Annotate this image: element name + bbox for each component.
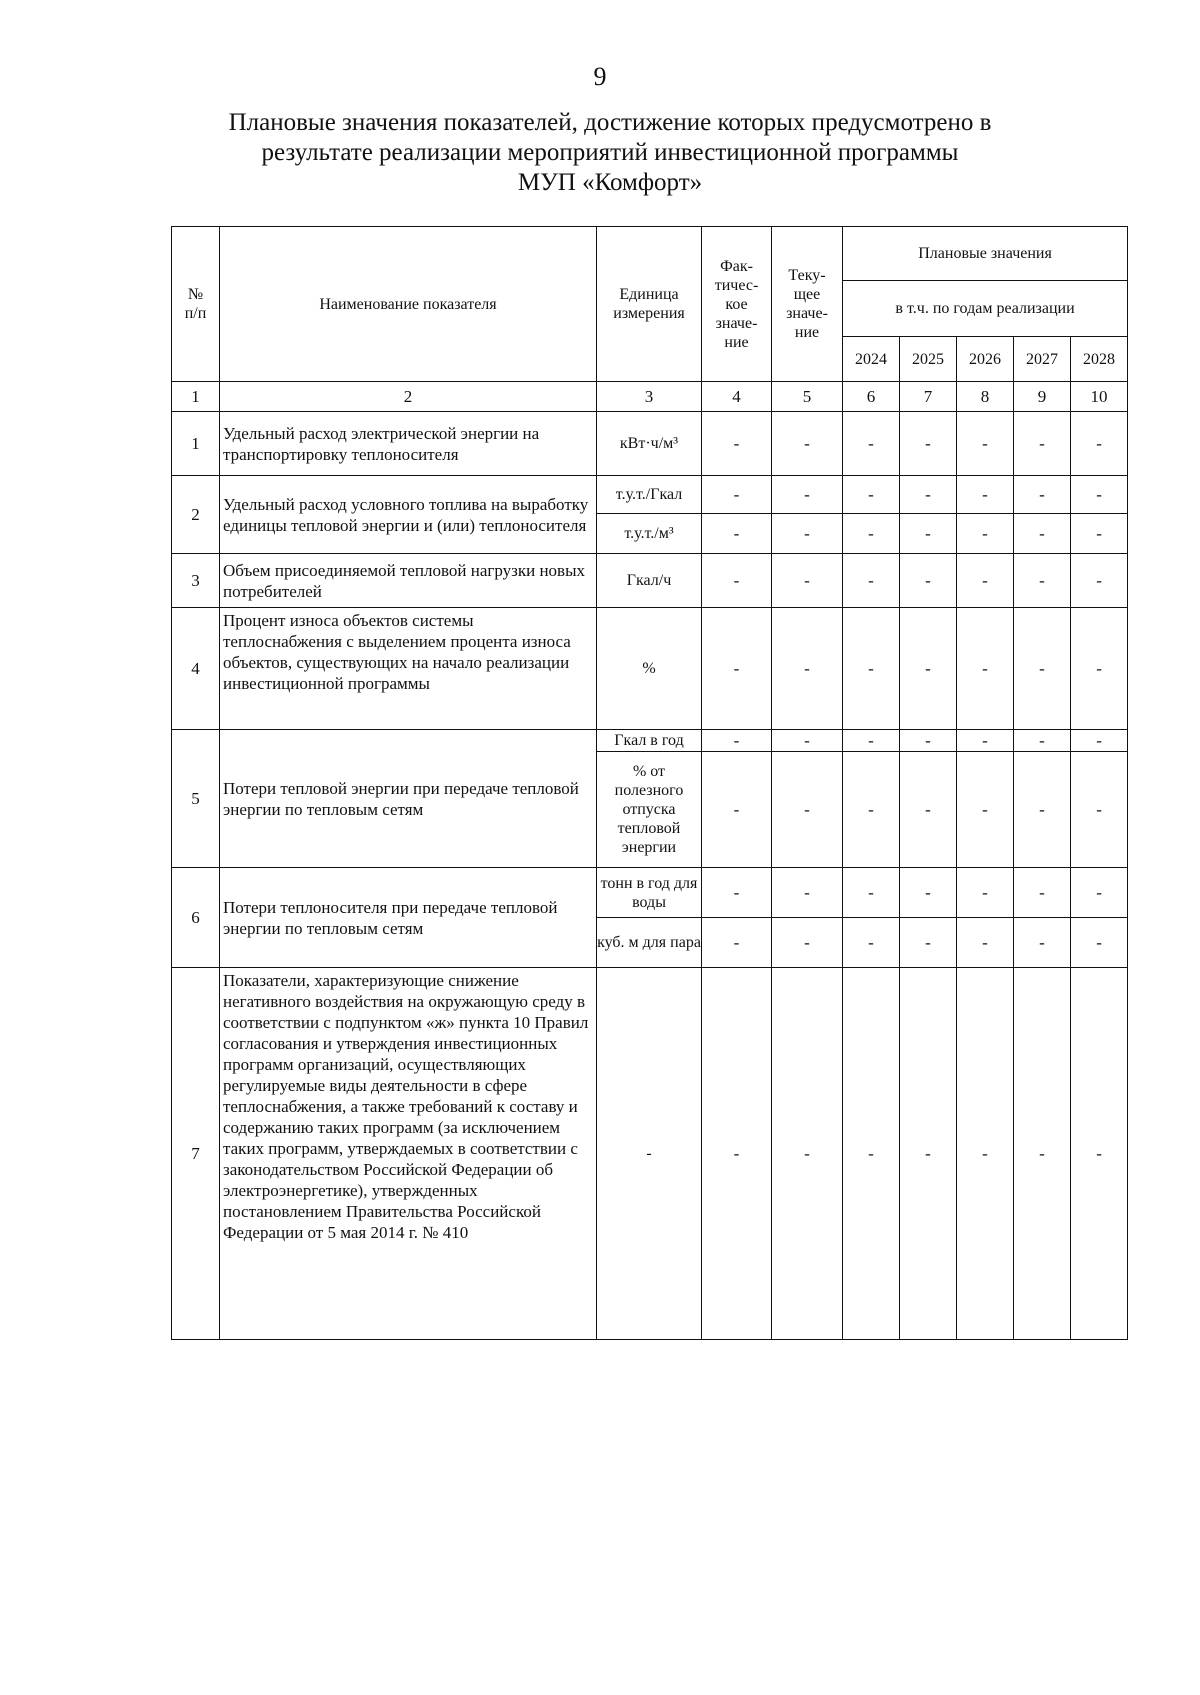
row-number: 3 xyxy=(172,554,220,608)
header-current-value: Теку- щее значе- ние xyxy=(772,227,843,382)
value-cell: - xyxy=(772,608,843,730)
value-cell: - xyxy=(900,918,957,968)
indicator-name: Потери теплоносителя при передаче тепловой энергии по тепловым сетям xyxy=(220,868,597,968)
column-number: 5 xyxy=(772,382,843,412)
value-cell: - xyxy=(1014,476,1071,514)
header-year: 2025 xyxy=(900,337,957,382)
value-cell: - xyxy=(900,868,957,918)
value-cell: - xyxy=(702,476,772,514)
table-row xyxy=(172,412,1128,476)
row-number: 2 xyxy=(172,476,220,554)
column-number: 10 xyxy=(1071,382,1128,412)
header-year: 2028 xyxy=(1071,337,1128,382)
value-cell: - xyxy=(1071,730,1128,752)
value-cell: - xyxy=(1071,608,1128,730)
indicator-name: Потери тепловой энергии при передаче тепловой энергии по тепловым сетям xyxy=(220,730,597,868)
table-row xyxy=(172,554,1128,608)
header-year: 2027 xyxy=(1014,337,1071,382)
value-cell: - xyxy=(702,554,772,608)
value-cell: - xyxy=(900,608,957,730)
value-cell: - xyxy=(702,514,772,554)
value-cell: - xyxy=(1071,918,1128,968)
value-cell: - xyxy=(900,514,957,554)
value-cell: - xyxy=(772,918,843,968)
column-number: 4 xyxy=(702,382,772,412)
column-number: 1 xyxy=(172,382,220,412)
document-title xyxy=(150,108,1070,198)
value-cell: - xyxy=(900,476,957,514)
value-cell: - xyxy=(772,752,843,868)
value-cell: - xyxy=(772,412,843,476)
row-number: 5 xyxy=(172,730,220,868)
unit-cell: тонн в год для воды xyxy=(597,868,702,918)
header-year: 2026 xyxy=(957,337,1014,382)
value-cell: - xyxy=(957,476,1014,514)
indicator-name: Процент износа объектов системы теплоснабжения с выделением процента износа объектов, существующих на начало реализации инвестиционной программы xyxy=(220,608,597,730)
row-number: 1 xyxy=(172,412,220,476)
value-cell: - xyxy=(843,476,900,514)
indicators-table xyxy=(171,226,1128,1340)
indicator-name: Показатели, характеризующие снижение негативного воздействия на окружающую среду в соответствии с подпунктом «ж» пункта 10 Правил согласования и утверждения инвестиционных программ организаций, осуществляющих регулируемые виды деятельности в сфере теплоснабжения, а также требований к составу и содержанию таких программ (за исключением таких программ, утверждаемых в соответствии с законодательством Российской Федерации об электроэнергетике), утвержденных постановлением Правительства Российской Федерации от 5 мая 2014 г. № 410 xyxy=(220,968,597,1340)
value-cell: - xyxy=(900,554,957,608)
unit-cell: т.у.т./м³ xyxy=(597,514,702,554)
indicator-name: Удельный расход электрической энергии на транспортировку теплоносителя xyxy=(220,412,597,476)
indicator-name: Объем присоединяемой тепловой нагрузки новых потребителей xyxy=(220,554,597,608)
value-cell: - xyxy=(957,968,1014,1340)
value-cell: - xyxy=(900,968,957,1340)
value-cell: - xyxy=(772,514,843,554)
value-cell: - xyxy=(1071,514,1128,554)
header-actual-value: Фак- тичес- кое значе- ние xyxy=(702,227,772,382)
value-cell: - xyxy=(957,554,1014,608)
value-cell: - xyxy=(843,918,900,968)
title-line-1: Плановые значения показателей, достижение которых предусмотрено в xyxy=(228,109,992,136)
unit-cell: - xyxy=(597,968,702,1340)
value-cell: - xyxy=(702,412,772,476)
value-cell: - xyxy=(1071,412,1128,476)
value-cell: - xyxy=(702,968,772,1340)
unit-cell: % от полезного отпуска тепловой энергии xyxy=(597,752,702,868)
value-cell: - xyxy=(1071,868,1128,918)
value-cell: - xyxy=(1014,918,1071,968)
header-num: № п/п xyxy=(172,227,220,382)
row-number: 7 xyxy=(172,968,220,1340)
value-cell: - xyxy=(702,868,772,918)
value-cell: - xyxy=(772,968,843,1340)
value-cell: - xyxy=(957,868,1014,918)
value-cell: - xyxy=(957,514,1014,554)
unit-cell: % xyxy=(597,608,702,730)
value-cell: - xyxy=(957,918,1014,968)
value-cell: - xyxy=(1014,752,1071,868)
value-cell: - xyxy=(843,514,900,554)
table-row xyxy=(172,730,1128,752)
value-cell: - xyxy=(702,730,772,752)
column-number: 7 xyxy=(900,382,957,412)
value-cell: - xyxy=(957,608,1014,730)
value-cell: - xyxy=(1014,868,1071,918)
value-cell: - xyxy=(957,752,1014,868)
value-cell: - xyxy=(843,554,900,608)
value-cell: - xyxy=(900,412,957,476)
column-number: 8 xyxy=(957,382,1014,412)
value-cell: - xyxy=(1071,554,1128,608)
row-number: 4 xyxy=(172,608,220,730)
value-cell: - xyxy=(843,608,900,730)
value-cell: - xyxy=(843,752,900,868)
unit-cell: куб. м для пара xyxy=(597,918,702,968)
row-number: 6 xyxy=(172,868,220,968)
value-cell: - xyxy=(772,554,843,608)
value-cell: - xyxy=(843,730,900,752)
column-number: 6 xyxy=(843,382,900,412)
unit-cell: кВт·ч/м³ xyxy=(597,412,702,476)
value-cell: - xyxy=(772,730,843,752)
table-row xyxy=(172,968,1128,1340)
unit-cell: Гкал/ч xyxy=(597,554,702,608)
value-cell: - xyxy=(843,968,900,1340)
column-number: 3 xyxy=(597,382,702,412)
value-cell: - xyxy=(900,752,957,868)
value-cell: - xyxy=(957,412,1014,476)
value-cell: - xyxy=(1014,730,1071,752)
column-number: 2 xyxy=(220,382,597,412)
column-number-row xyxy=(172,382,1128,412)
value-cell: - xyxy=(1014,514,1071,554)
value-cell: - xyxy=(1014,554,1071,608)
value-cell: - xyxy=(1071,752,1128,868)
table-row xyxy=(172,868,1128,918)
header-planned-values: Плановые значения xyxy=(843,227,1128,281)
value-cell: - xyxy=(1071,968,1128,1340)
value-cell: - xyxy=(843,868,900,918)
value-cell: - xyxy=(1014,968,1071,1340)
value-cell: - xyxy=(1071,476,1128,514)
value-cell: - xyxy=(702,918,772,968)
value-cell: - xyxy=(843,412,900,476)
value-cell: - xyxy=(957,730,1014,752)
column-number: 9 xyxy=(1014,382,1071,412)
value-cell: - xyxy=(702,608,772,730)
table-row xyxy=(172,608,1128,730)
value-cell: - xyxy=(1014,412,1071,476)
value-cell: - xyxy=(772,476,843,514)
indicator-name: Удельный расход условного топлива на выработку единицы тепловой энергии и (или) теплоносителя xyxy=(220,476,597,554)
header-year: 2024 xyxy=(843,337,900,382)
title-line-2: результате реализации мероприятий инвестиционной программы xyxy=(261,139,959,166)
value-cell: - xyxy=(772,868,843,918)
value-cell: - xyxy=(702,752,772,868)
table-row xyxy=(172,476,1128,514)
unit-cell: Гкал в год xyxy=(597,730,702,752)
header-unit: Единица измерения xyxy=(597,227,702,382)
page-number: 9 xyxy=(593,62,607,91)
value-cell: - xyxy=(1014,608,1071,730)
header-name: Наименование показателя xyxy=(220,227,597,382)
value-cell: - xyxy=(900,730,957,752)
unit-cell: т.у.т./Гкал xyxy=(597,476,702,514)
title-line-3: МУП «Комфорт» xyxy=(517,169,703,196)
header-by-years: в т.ч. по годам реализации xyxy=(843,281,1128,337)
